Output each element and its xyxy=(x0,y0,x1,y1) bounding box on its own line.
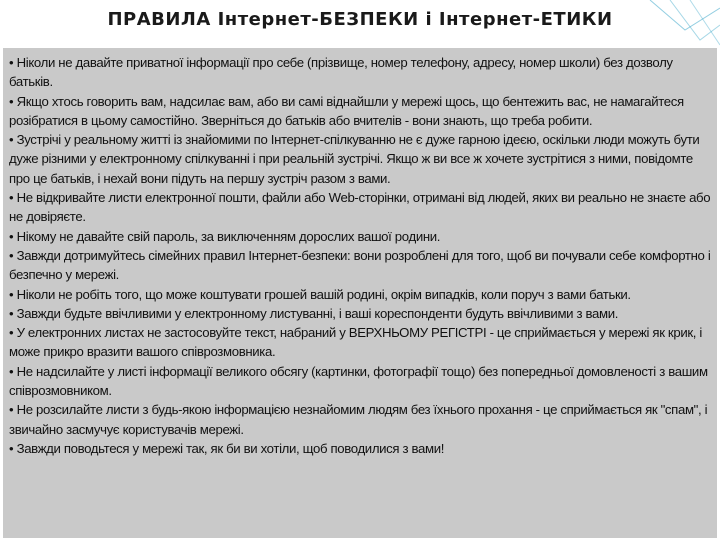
header xyxy=(0,0,720,38)
rule-item: • Завжди поводьтеся у мережі так, як би ви хотіли, щоб поводилися з вами! xyxy=(9,440,445,456)
rule-item: • Не розсилайте листи з будь-якою інформацією незнайомим людям без їхнього прохання - це сприймається як "спам", і звичайно засмучує користувачів мережі. xyxy=(9,402,708,437)
page-title: ПРАВИЛА Інтернет-БЕЗПЕКИ і Інтернет-ЕТИКИ xyxy=(107,8,613,30)
rule-item: • Ніколи не давайте приватної інформації про себе (прізвище, номер телефону, адресу, номер школи) без дозволу батьків. xyxy=(9,55,673,90)
rules-list xyxy=(9,53,711,458)
rule-item: • Нікому не давайте свій пароль, за виключенням дорослих вашої родини. xyxy=(9,228,441,244)
rules-panel xyxy=(3,48,717,538)
rule-item: • Завжди будьте ввічливими у електронному листуванні, і ваші кореспонденти будуть ввічливими з вами. xyxy=(9,305,619,321)
rule-item: • Не відкривайте листи електронної пошти, файли або Web-сторінки, отримані від людей, яких ви реально не знаєте або не довіряєте. xyxy=(9,190,711,225)
rule-item: • У електронних листах не застосовуйте текст, набраний у ВЕРХНЬОМУ РЕГІСТРІ - це сприймається у мережі як крик, і може прикро вразити вашого співрозмовника. xyxy=(9,325,702,360)
rule-item: • Ніколи не робіть того, що може коштувати грошей вашій родині, окрім випадків, коли поруч з вами батьки. xyxy=(9,286,631,302)
rule-item: • Зустрічі у реальному житті із знайомими по Інтернет-спілкуванню не є дуже гарною ідеєю, оскільки люди можуть бути дуже різними у електронному спілкуванні і при реальній зустрічі. Якщо ж ви все ж хочете зустрітися з ними, повідомте про це батьків, і нехай вони підуть на першу зустріч разом з вами. xyxy=(9,132,700,186)
rule-item: • Завжди дотримуйтесь сімейних правил Інтернет-безпеки: вони розроблені для того, щоб ви почували себе комфортно і безпечно у мережі. xyxy=(9,247,711,283)
rule-item: • Якщо хтось говорить вам, надсилає вам, або ви самі віднайшли у мережі щось, що бентежить вас, не намагайтеся розібратися в цьому самостійно. Зверніться до батьків або вчителів - вони знають, що треба робити. xyxy=(9,93,684,128)
rule-item: • Не надсилайте у листі інформації великого обсягу (картинки, фотографії тощо) без попередньої домовленості з вашим співрозмовником. xyxy=(9,363,708,399)
